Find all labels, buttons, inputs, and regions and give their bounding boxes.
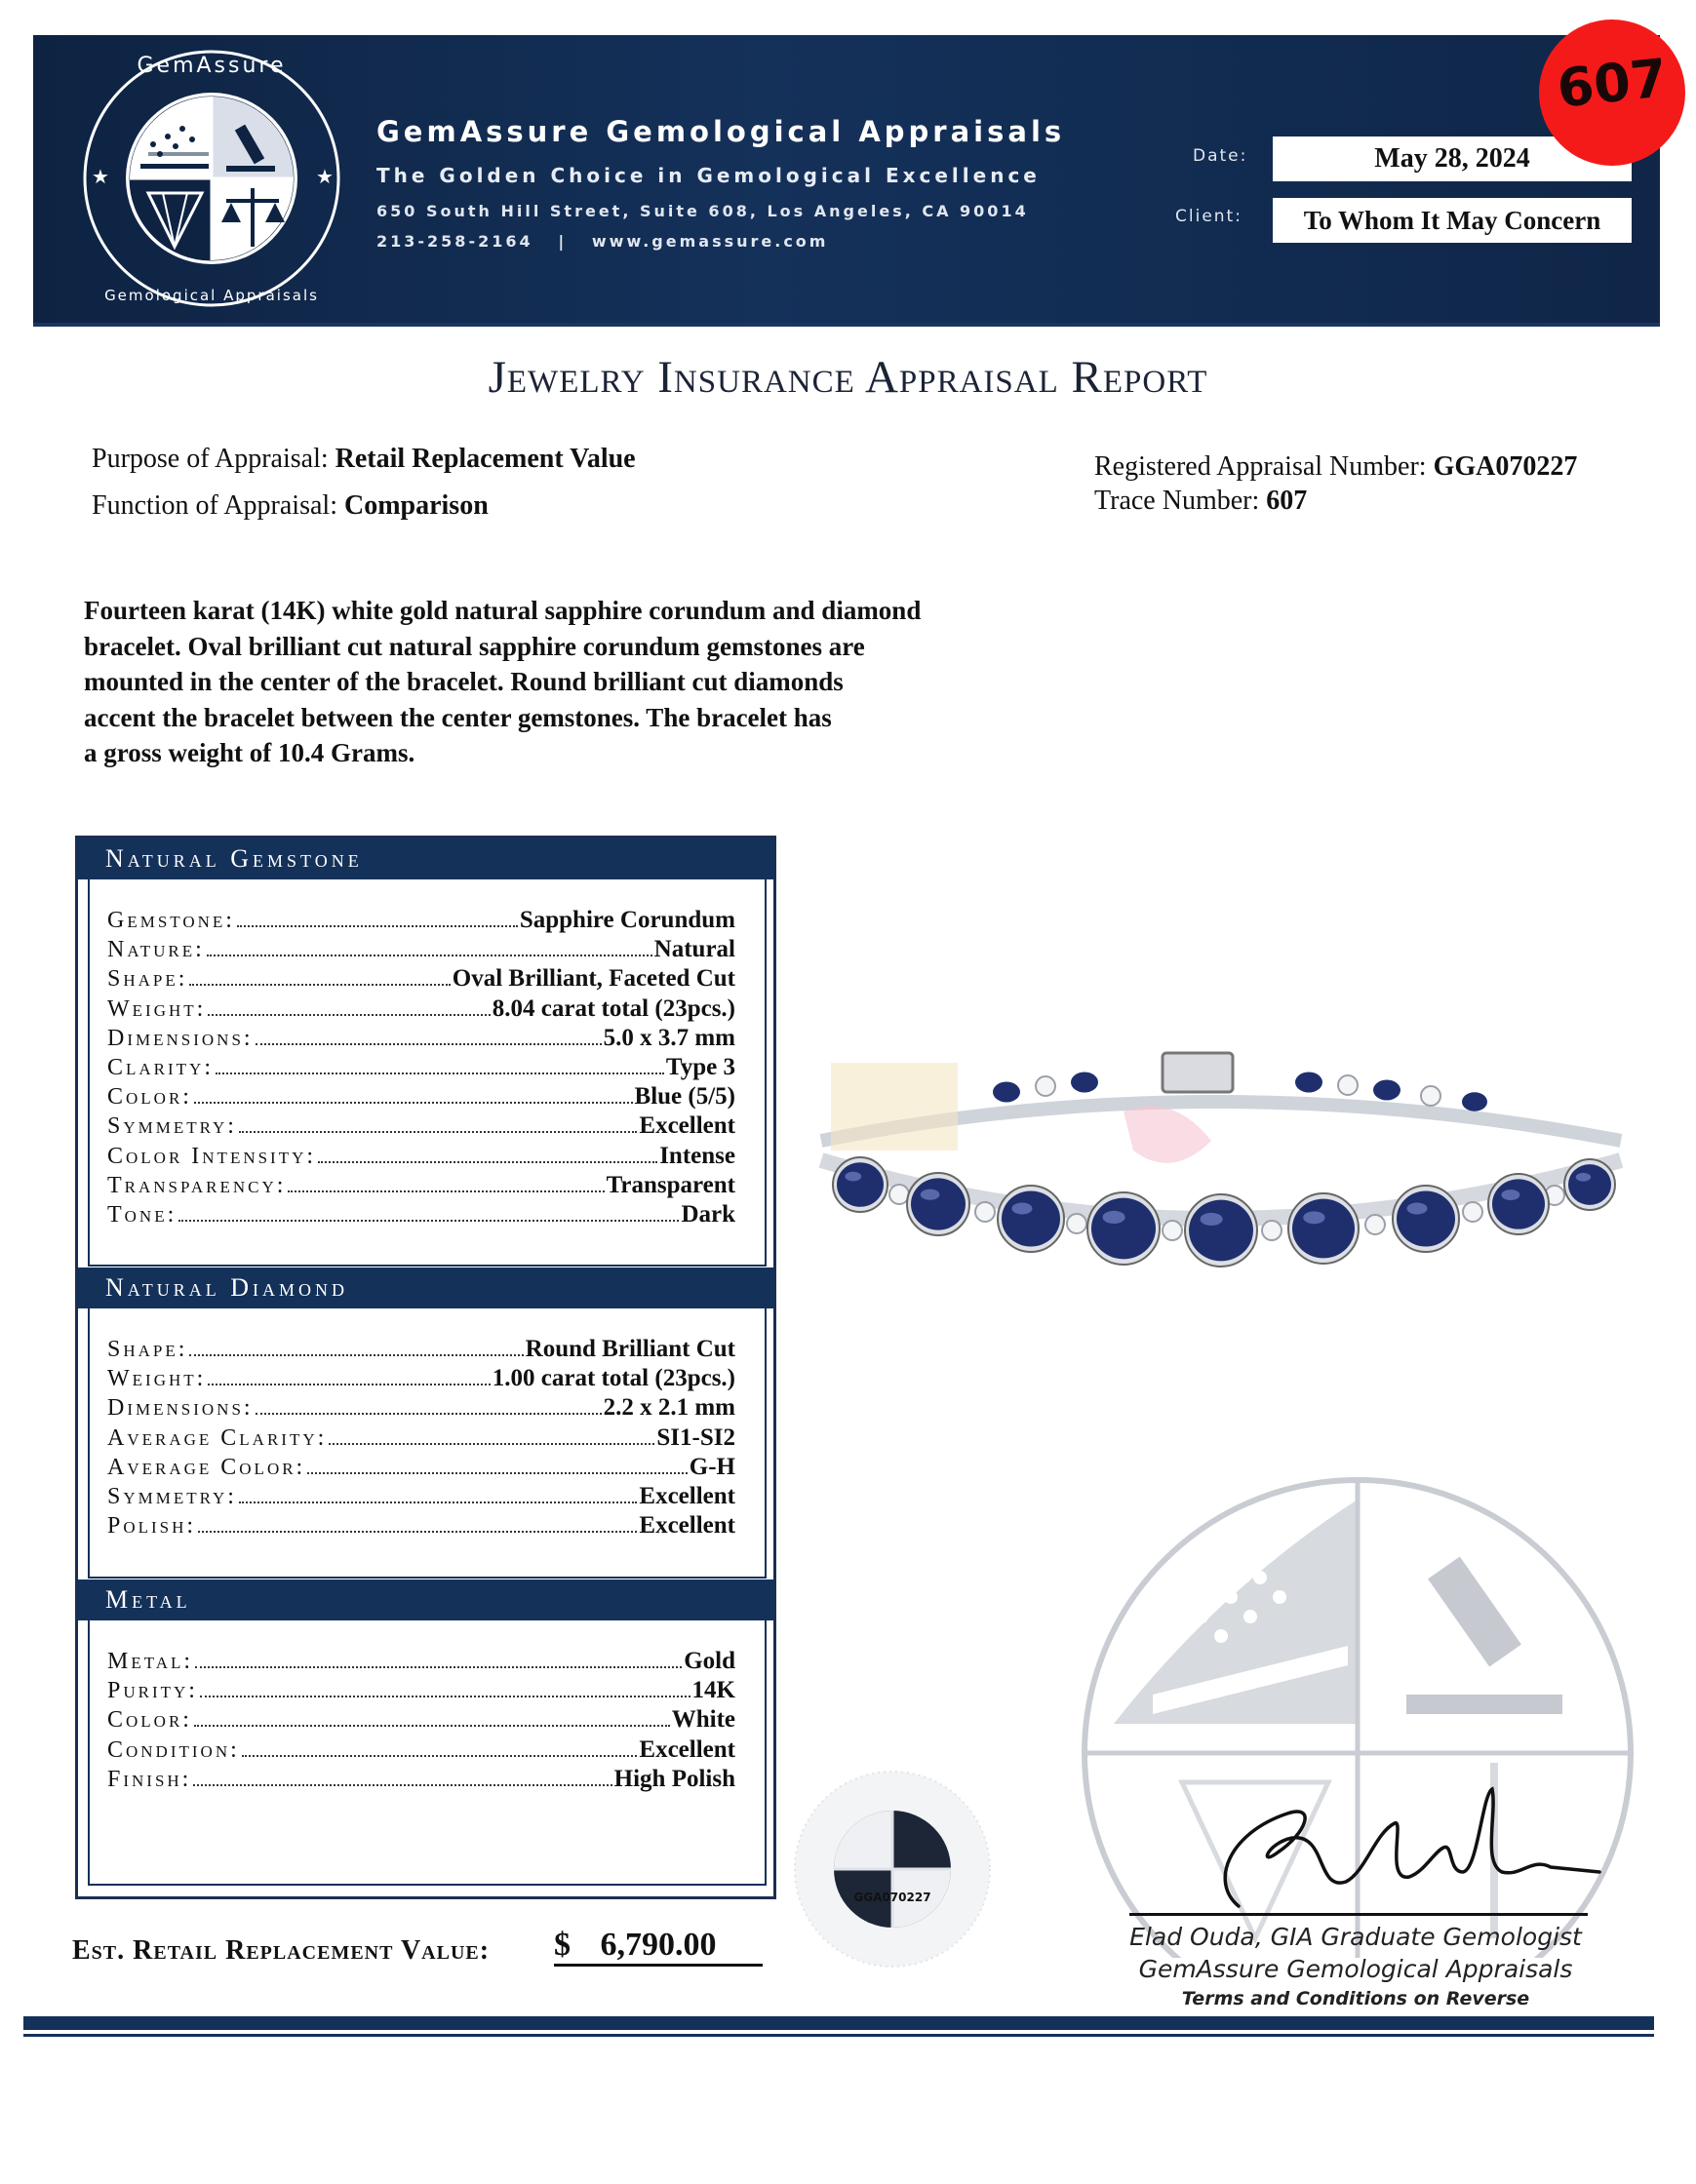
gemstone-row: [107, 1025, 735, 1054]
spec-value: Transparent: [606, 1171, 735, 1198]
metal-row: [107, 1677, 735, 1706]
trace-number-badge: [1539, 20, 1685, 166]
gemstone-row: [107, 1054, 735, 1083]
spec-value: Round Brilliant Cut: [525, 1336, 735, 1362]
spec-label: Clarity:: [107, 1055, 214, 1080]
spec-value: Oval Brilliant, Faceted Cut: [452, 965, 735, 993]
dot-leader: [195, 1649, 682, 1668]
date-label: Date:: [1193, 146, 1248, 166]
spec-label: Gemstone:: [107, 908, 235, 933]
diamond-stone-icon: [889, 1185, 909, 1204]
metal-row: [107, 1706, 735, 1736]
diamond-stone-icon: [1036, 1076, 1055, 1096]
dot-leader: [200, 1678, 690, 1697]
diamond-row: [107, 1512, 735, 1541]
spec-label: Color:: [107, 1707, 192, 1734]
signature-line: [1129, 1913, 1588, 1916]
date-value: May 28, 2024: [1273, 136, 1632, 181]
svg-text:★: ★: [316, 165, 334, 188]
spec-label: Tone:: [107, 1202, 177, 1228]
tag-ribbon-icon: [1124, 1106, 1211, 1163]
dot-leader: [318, 1144, 657, 1163]
specification-panel: [75, 836, 776, 1899]
spec-label: Symmetry:: [107, 1484, 237, 1509]
diamond-stone-icon: [975, 1202, 995, 1222]
registered-label: Registered Appraisal Number:: [1094, 451, 1427, 482]
stone-highlight-icon: [1103, 1211, 1125, 1224]
spec-value: Type 3: [665, 1054, 735, 1080]
metal-row: [107, 1766, 735, 1795]
dot-leader: [307, 1455, 688, 1474]
trace-label: Trace Number:: [1094, 486, 1260, 516]
report-title: Jewelry Insurance Appraisal Report: [488, 352, 1208, 403]
spec-value: Intense: [659, 1142, 735, 1169]
diamond-heading: Natural Diamond: [78, 1268, 773, 1308]
signature-scribble: [1200, 1774, 1609, 1921]
description-line: a gross weight of 10.4 Grams.: [84, 738, 415, 767]
gemstone-row: [107, 907, 735, 936]
spec-value: Natural: [653, 936, 735, 963]
tag-icon: [831, 1063, 958, 1150]
metal-row: [107, 1736, 735, 1766]
diamond-stone-icon: [1262, 1221, 1282, 1240]
diamond-row: [107, 1483, 735, 1512]
stone-highlight-icon: [1012, 1203, 1033, 1215]
dot-leader: [216, 1055, 664, 1074]
hologram-number: GGA070227: [853, 1891, 931, 1904]
metal-heading: Metal: [78, 1580, 773, 1620]
spec-label: Average Clarity:: [107, 1424, 328, 1451]
dot-leader: [189, 966, 450, 986]
spec-value: Excellent: [639, 1483, 735, 1509]
client-label: Client:: [1175, 207, 1242, 226]
spec-label: Purity:: [107, 1678, 198, 1704]
clasp-icon: [1163, 1053, 1233, 1092]
spec-label: Metal:: [107, 1649, 194, 1674]
dot-leader: [207, 937, 652, 956]
function-line: [92, 490, 489, 522]
spec-label: Average Color:: [107, 1454, 306, 1480]
stone-highlight-icon: [1201, 1213, 1223, 1226]
svg-text:★: ★: [92, 165, 109, 188]
purpose-line: [92, 444, 636, 475]
diamond-row: [107, 1424, 735, 1454]
contact-separator: |: [541, 232, 584, 251]
diamond-stone-icon: [1463, 1202, 1482, 1222]
dot-leader: [256, 1026, 602, 1045]
dot-leader: [194, 1084, 633, 1104]
header-divider: [33, 323, 1660, 327]
gemstone-row: [107, 965, 735, 994]
registered-number-line: [1094, 451, 1577, 483]
diamond-stone-icon: [1163, 1221, 1182, 1240]
description-line: mounted in the center of the bracelet. Round brilliant cut diamonds: [84, 667, 844, 696]
company-website: www.gemassure.com: [591, 232, 829, 251]
appraiser-name: Elad Ouda, GIA Graduate Gemologist: [1129, 1923, 1582, 1951]
footer-bar: [23, 2016, 1654, 2030]
dot-leader: [193, 1767, 611, 1786]
spec-value: Gold: [684, 1648, 735, 1674]
company-tagline: The Golden Choice in Gemological Excellence: [376, 164, 1041, 187]
gemstone-row: [107, 1112, 735, 1142]
spec-label: Shape:: [107, 1337, 188, 1362]
spec-value: Excellent: [639, 1736, 735, 1763]
spec-value: 5.0 x 3.7 mm: [603, 1024, 735, 1051]
appraiser-company: GemAssure Gemological Appraisals: [1138, 1955, 1573, 1983]
bracelet-photo: [802, 1024, 1631, 1306]
function-label: Function of Appraisal:: [92, 490, 337, 521]
spec-value: Excellent: [639, 1512, 735, 1540]
spec-label: Polish:: [107, 1513, 197, 1540]
spec-label: Transparency:: [107, 1172, 287, 1198]
dot-leader: [239, 1484, 637, 1503]
company-contact: [376, 232, 828, 251]
company-address: 650 South Hill Street, Suite 608, Los Angeles, CA 90014: [376, 202, 1029, 220]
spec-value: White: [671, 1706, 735, 1734]
diamond-row: [107, 1365, 735, 1394]
description-line: Fourteen karat (14K) white gold natural sapphire corundum and diamond: [84, 596, 922, 625]
diamond-stone-icon: [1338, 1075, 1358, 1095]
diamond-stone-icon: [1365, 1215, 1385, 1234]
diamond-row: [107, 1336, 735, 1365]
spec-value: SI1-SI2: [656, 1424, 735, 1451]
spec-value: Dark: [681, 1201, 735, 1228]
company-name: GemAssure Gemological Appraisals: [376, 115, 1066, 148]
stone-highlight-icon: [1303, 1211, 1324, 1224]
description-line: accent the bracelet between the center gemstones. The bracelet has: [84, 702, 832, 732]
gemstone-row: [107, 1143, 735, 1172]
spec-value: G-H: [689, 1453, 735, 1480]
spec-value: High Polish: [613, 1765, 735, 1792]
spec-label: Finish:: [107, 1766, 192, 1792]
badge-number: 607: [1554, 47, 1671, 120]
spec-label: Condition:: [107, 1736, 240, 1763]
sapphire-stone-icon: [837, 1162, 884, 1207]
client-value: To Whom It May Concern: [1273, 198, 1632, 243]
spec-label: Color:: [107, 1084, 192, 1111]
stone-highlight-icon: [921, 1190, 940, 1200]
item-description: [84, 593, 1040, 771]
spec-value: 1.00 carat total (23pcs.): [492, 1365, 735, 1392]
function-value: Comparison: [343, 490, 489, 521]
trace-value: 607: [1266, 486, 1308, 516]
sapphire-stone-icon: [1492, 1179, 1545, 1228]
seal-text-top: GemAssure: [137, 54, 287, 78]
stone-highlight-icon: [1576, 1173, 1591, 1182]
sapphire-stone-icon: [1091, 1198, 1156, 1260]
trace-number-line: [1094, 486, 1307, 517]
value-amount: 6,790.00: [600, 1927, 717, 1963]
purpose-value: Retail Replacement Value: [335, 444, 636, 474]
spec-label: Weight:: [107, 1366, 207, 1392]
spec-value: 14K: [691, 1677, 735, 1704]
sapphire-stone-icon: [1397, 1191, 1455, 1247]
spec-value: Excellent: [639, 1112, 735, 1140]
diamond-row: [107, 1454, 735, 1483]
sapphire-stone-icon: [1189, 1200, 1253, 1262]
diamond-row: [107, 1394, 735, 1424]
sapphire-stone-icon: [1292, 1199, 1355, 1259]
company-phone: 213-258-2164: [376, 232, 533, 251]
gemstone-row: [107, 936, 735, 965]
stone-highlight-icon: [845, 1172, 861, 1182]
stone-highlight-icon: [1407, 1203, 1428, 1215]
currency-symbol: $: [554, 1927, 571, 1963]
terms-note: Terms and Conditions on Reverse: [1181, 1988, 1530, 2009]
spec-label: Dimensions:: [107, 1025, 254, 1051]
dot-leader: [288, 1173, 604, 1192]
dot-leader: [329, 1425, 654, 1445]
seal-text-bottom: Gemological Appraisals: [104, 287, 319, 304]
spec-label: Weight:: [107, 995, 207, 1022]
sapphire-stone-icon: [1071, 1072, 1098, 1093]
gemstone-row: [107, 1172, 735, 1201]
metal-row: [107, 1648, 735, 1677]
spec-label: Color Intensity:: [107, 1143, 317, 1169]
spec-label: Shape:: [107, 966, 188, 993]
estimated-value: [554, 1927, 763, 1967]
sapphire-stone-icon: [1462, 1092, 1487, 1112]
gemstone-row: [107, 1083, 735, 1112]
gemstone-heading: Natural Gemstone: [78, 838, 773, 879]
dot-leader: [194, 1707, 670, 1727]
spec-label: Nature:: [107, 937, 205, 963]
spec-label: Symmetry:: [107, 1113, 237, 1140]
dot-leader: [256, 1395, 602, 1415]
spec-value: Blue (5/5): [634, 1083, 735, 1111]
diamond-stone-icon: [1067, 1214, 1086, 1233]
dot-leader: [198, 1513, 637, 1533]
spec-value: Sapphire Corundum: [519, 907, 735, 933]
hologram-sticker-icon: [790, 1767, 995, 1971]
dot-leader: [208, 1366, 490, 1385]
company-seal-logo: [80, 47, 343, 310]
gemstone-row: [107, 995, 735, 1025]
description-line: bracelet. Oval brilliant cut natural sapphire corundum gemstones are: [84, 631, 865, 661]
sapphire-stone-icon: [1373, 1080, 1400, 1101]
estimated-value-label: Est. Retail Replacement Value:: [72, 1935, 491, 1966]
sapphire-stone-icon: [1295, 1072, 1322, 1093]
dot-leader: [242, 1737, 638, 1757]
sapphire-stone-icon: [993, 1082, 1020, 1103]
dot-leader: [239, 1113, 637, 1133]
dot-leader: [178, 1202, 679, 1222]
diamond-stone-icon: [1421, 1086, 1440, 1106]
dot-leader: [237, 908, 518, 927]
sapphire-stone-icon: [1002, 1191, 1060, 1247]
gemstone-row: [107, 1201, 735, 1230]
registered-value: GGA070227: [1433, 451, 1578, 482]
spec-label: Dimensions:: [107, 1395, 254, 1422]
dot-leader: [208, 996, 490, 1016]
spec-value: 2.2 x 2.1 mm: [603, 1394, 735, 1422]
stone-highlight-icon: [1501, 1190, 1519, 1200]
footer-bar-thin: [23, 2034, 1654, 2037]
purpose-label: Purpose of Appraisal:: [92, 444, 329, 474]
sapphire-stone-icon: [1568, 1164, 1611, 1205]
spec-value: 8.04 carat total (23pcs.): [492, 994, 735, 1022]
sapphire-stone-icon: [911, 1178, 966, 1229]
dot-leader: [189, 1337, 523, 1356]
